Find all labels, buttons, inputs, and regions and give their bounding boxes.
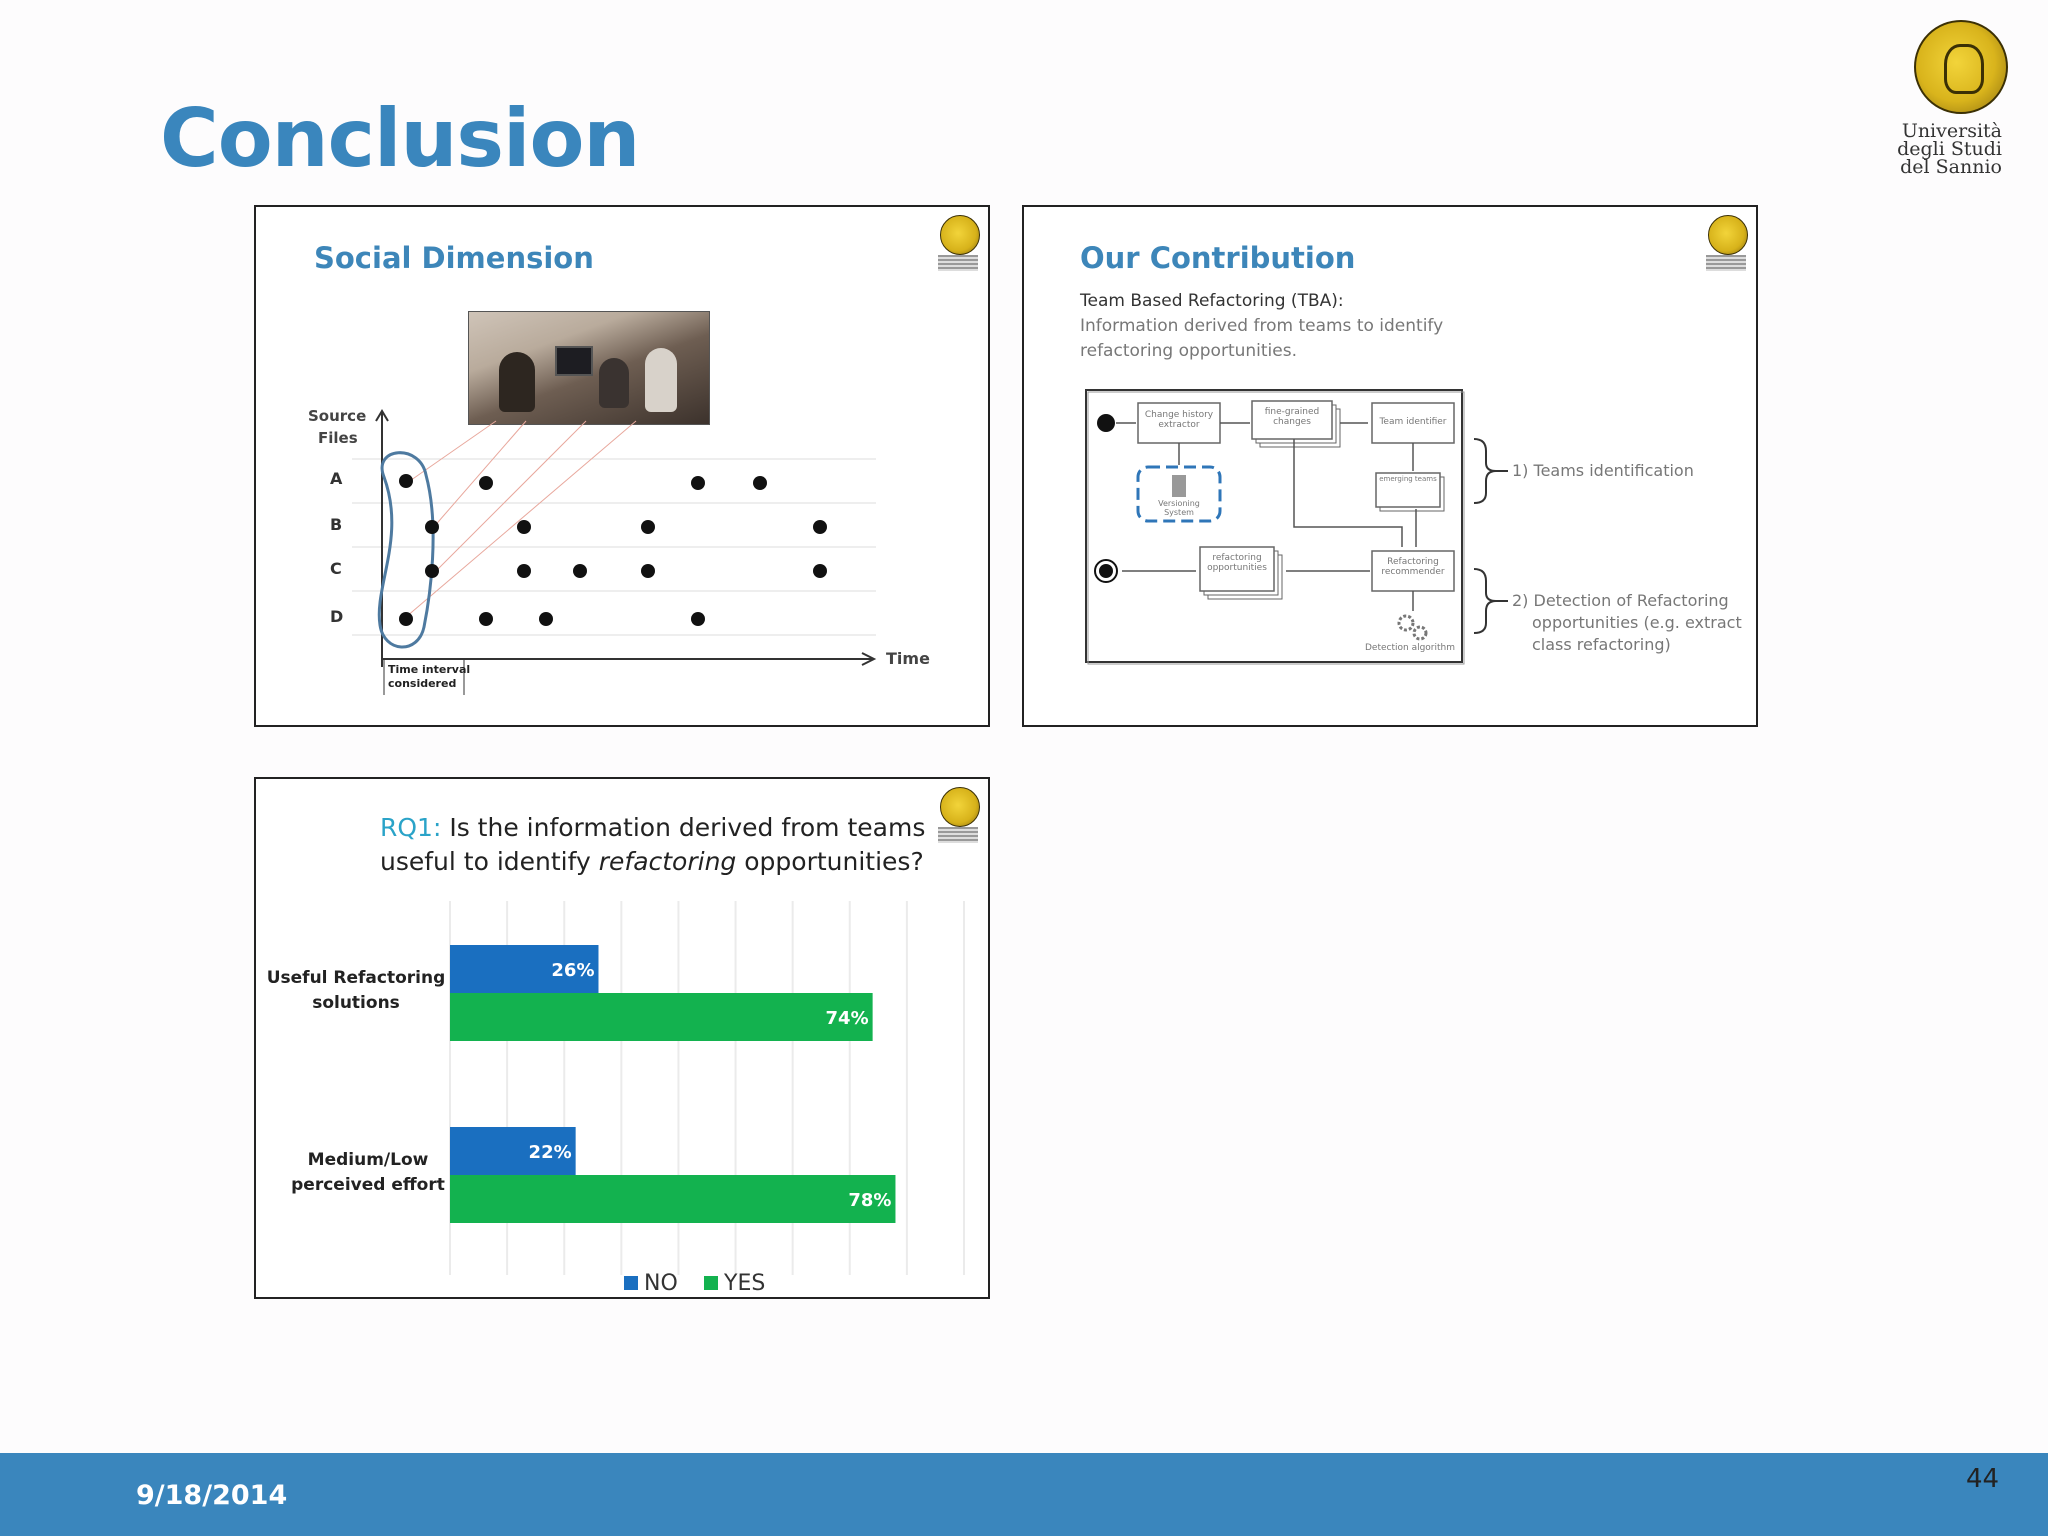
footer-bar [0,1453,2048,1536]
slide-title: Conclusion [160,92,640,185]
box-refactoring-opportunities: refactoring opportunities [1207,553,1267,573]
step-detection-line-1: 2) Detection of Refactoring [1512,591,1729,610]
category-label: Medium/Low [307,1150,429,1170]
box-versioning: Versioning System [1158,499,1200,517]
social-dimension-panel [254,205,990,727]
social-dimension-title: Social Dimension [314,241,594,275]
step-teams-identification: 1) Teams identification [1512,461,1694,480]
page-number: 44 [1966,1464,2000,1494]
bar-value-label: 74% [825,1008,869,1029]
box-fine-grained: fine-grained changes [1264,407,1320,427]
category-label: solutions [312,993,400,1013]
logo-line-3: del Sannio [1900,156,2002,178]
rq1-panel [254,777,990,1299]
logo-line-2: degli Studi [1897,138,2002,160]
legend-swatch-yes [704,1276,718,1290]
box-team-identifier: Team identifier [1379,417,1447,427]
bar-yes [450,993,873,1041]
rq1-question-part-2b: refactoring [598,847,737,876]
university-logo [1892,18,2002,184]
bar-value-label: 22% [528,1142,572,1163]
contribution-title: Our Contribution [1080,241,1356,275]
bar-value-label: 26% [551,960,595,981]
box-refactoring-recommender: Refactoring recommender [1381,557,1445,577]
row-label-a: A [330,469,343,488]
rq1-question-part-2c: opportunities? [736,847,924,876]
timeline-plot [256,207,992,729]
legend-label-no: NO [644,1271,678,1296]
bar-yes [450,1175,895,1223]
box-emerging-teams: emerging teams [1379,475,1437,483]
step-detection-line-2: opportunities (e.g. extract [1532,613,1742,632]
step-detection-line-3: class refactoring) [1532,635,1671,654]
y-axis-label-files: Files [318,429,358,447]
bar-value-label: 78% [848,1190,892,1211]
rq1-question-part-2a: useful to identify [380,847,599,876]
contribution-subtitle: Team Based Refactoring (TBA): [1080,291,1344,311]
x-axis-label-time: Time [886,649,930,668]
legend-swatch-no [624,1276,638,1290]
box-detection-algorithm: Detection algorithm [1364,643,1456,653]
university-name [1892,122,2002,176]
legend-label-yes: YES [724,1271,766,1296]
contribution-description-2: refactoring opportunities. [1080,341,1297,361]
box-change-history: Change history extractor [1144,410,1214,430]
contribution-panel [1022,205,1758,727]
rq1-tag: RQ1: [380,813,442,842]
university-seal-icon [1914,20,2008,114]
row-label-b: B [330,515,343,534]
row-label-c: C [330,559,342,578]
rq1-bar-chart [256,779,992,1301]
interval-label-2: considered [388,677,457,690]
interval-label-1: Time interval [388,663,471,676]
category-label: perceived effort [291,1175,445,1195]
footer-date: 9/18/2014 [136,1480,288,1511]
row-label-d: D [330,607,344,626]
rq1-question-part-1: Is the information derived from teams [441,813,926,842]
contribution-description-1: Information derived from teams to identify [1080,316,1444,336]
logo-line-1: Università [1901,120,2002,142]
y-axis-label-source: Source [308,407,367,425]
category-label: Useful Refactoring [266,968,446,988]
